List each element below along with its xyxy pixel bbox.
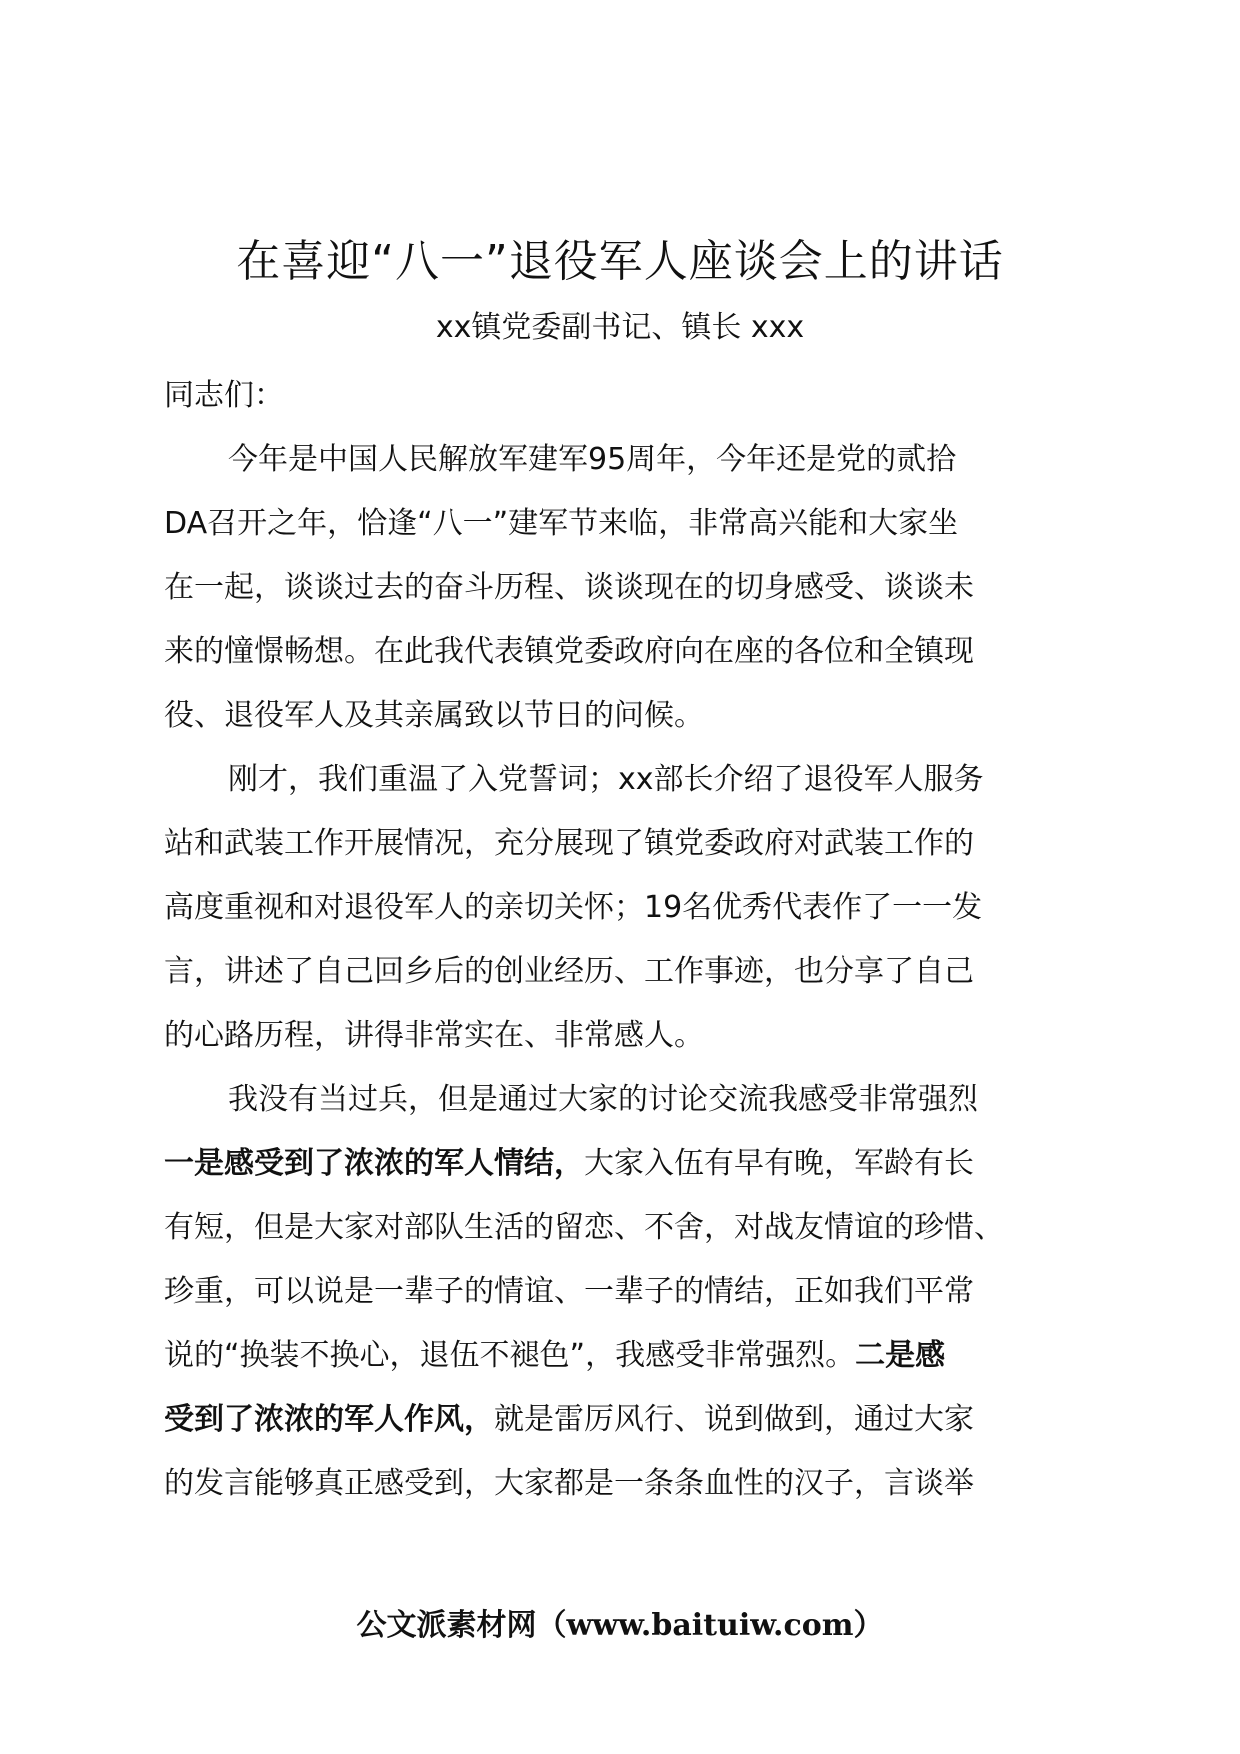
footer-watermark: 公文派素材网（www.baituiw.com） xyxy=(356,1608,884,1643)
point-two-heading-end: 受到了浓浓的军人作风， xyxy=(164,1402,494,1437)
paragraph-2 xyxy=(164,748,1084,1068)
document-author: xx镇党委副书记、镇长 xxx xyxy=(435,310,805,345)
paragraph-1-line-4: 来的憧憬畅想。在此我代表镇党委政府向在座的各位和全镇现 xyxy=(164,634,974,669)
paragraph-3-line-5 xyxy=(164,1324,1084,1388)
paragraph-1-line-1: 今年是中国人民解放军建军95周年，今年还是党的贰拾 xyxy=(228,442,957,477)
paragraph-1-line-3: 在一起，谈谈过去的奋斗历程、谈谈现在的切身感受、谈谈未 xyxy=(164,570,974,605)
document-title: 在喜迎“八一”退役军人座谈会上的讲话 xyxy=(236,236,1004,287)
paragraph-1-line-5: 役、退役军人及其亲属致以节日的问候。 xyxy=(164,698,704,733)
paragraph-3-line-7: 的发言能够真正感受到，大家都是一条条血性的汉子，言谈举 xyxy=(164,1466,974,1501)
paragraph-3-line-6 xyxy=(164,1388,1084,1452)
point-two-heading-start: 二是感 xyxy=(855,1338,946,1373)
salutation: 同志们： xyxy=(164,378,284,413)
paragraph-2-line-3: 高度重视和对退役军人的亲切关怀；19名优秀代表作了一一发 xyxy=(164,890,983,925)
paragraph-2-line-2: 站和武装工作开展情况，充分展现了镇党委政府对武装工作的 xyxy=(164,826,974,861)
paragraph-1-line-2: DA召开之年，恰逢“八一”建军节来临，非常高兴能和大家坐 xyxy=(164,506,959,541)
paragraph-3-line-3: 有短，但是大家对部队生活的留恋、不舍，对战友情谊的珍惜、 xyxy=(164,1210,1004,1245)
paragraph-3-line-1: 我没有当过兵，但是通过大家的讨论交流我感受非常强烈 xyxy=(228,1082,978,1117)
paragraph-2-line-4: 言，讲述了自己回乡后的创业经历、工作事迹，也分享了自己 xyxy=(164,954,974,989)
paragraph-2-line-1: 刚才，我们重温了入党誓词；xx部长介绍了退役军人服务 xyxy=(228,762,984,797)
paragraph-3-line-2-text: 大家入伍有早有晚，军龄有长 xyxy=(584,1146,974,1181)
paragraph-3-line-6-text: 就是雷厉风行、说到做到，通过大家 xyxy=(494,1402,974,1437)
paragraph-3-line-4: 珍重，可以说是一辈子的情谊、一辈子的情结，正如我们平常 xyxy=(164,1274,974,1309)
point-one-heading: 一是感受到了浓浓的军人情结， xyxy=(164,1146,584,1181)
paragraph-1 xyxy=(164,428,1084,748)
paragraph-3-line-5-text: 说的“换装不换心，退伍不褪色”，我感受非常强烈。 xyxy=(164,1338,856,1373)
paragraph-2-line-5: 的心路历程，讲得非常实在、非常感人。 xyxy=(164,1018,704,1053)
paragraph-3-line-2 xyxy=(164,1132,1084,1196)
document-body xyxy=(164,372,1084,1516)
paragraph-3 xyxy=(164,1068,1084,1516)
